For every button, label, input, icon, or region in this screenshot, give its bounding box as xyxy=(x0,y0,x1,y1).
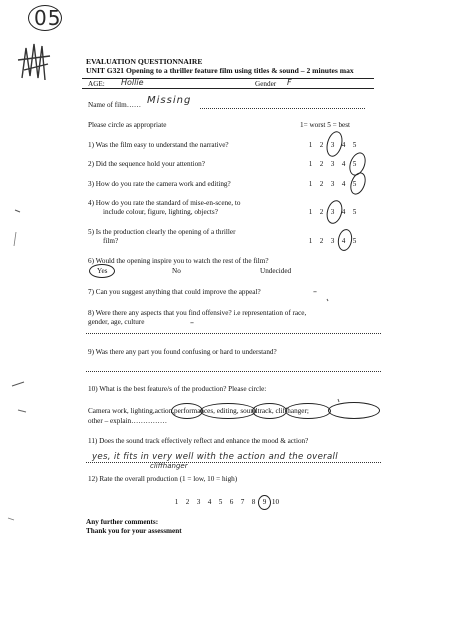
question-12: 12) Rate the overall production (1 = low, 10 = high) xyxy=(88,475,238,483)
thanks-line: Thank you for your assessment xyxy=(86,527,182,535)
question-7: 7) Can you suggest anything that could improve the appeal? xyxy=(88,288,261,296)
answer-circle xyxy=(252,403,287,419)
rating-option[interactable]: 6 xyxy=(229,498,234,506)
scale-option[interactable]: 4 xyxy=(341,180,346,188)
q9-dotted-line xyxy=(86,371,381,372)
scale-option[interactable]: 5 xyxy=(352,237,357,245)
scale-option[interactable]: 2 xyxy=(319,180,324,188)
film-label: Name of film…… xyxy=(88,101,142,109)
gender-label: Gender xyxy=(255,80,277,88)
scale-option[interactable]: 3 xyxy=(330,237,335,245)
rating-option[interactable]: 5 xyxy=(218,498,223,506)
q11-answer-line1[interactable]: yes, it fits in very well with the action and the overall xyxy=(92,452,338,462)
q8-answer[interactable]: – xyxy=(190,318,194,327)
instruction: Please circle as appropriate xyxy=(88,121,167,129)
answer-circle xyxy=(328,402,380,419)
q6-option-no[interactable]: No xyxy=(172,267,181,275)
q6-option-undecided[interactable]: Undecided xyxy=(260,267,292,275)
answer-circle xyxy=(171,403,203,419)
scale-option[interactable]: 2 xyxy=(319,237,324,245)
scale-option[interactable]: 4 xyxy=(341,141,346,149)
rating-option[interactable]: 7 xyxy=(240,498,245,506)
question-4: 4) How do you rate the standard of mise-en-scene, to xyxy=(88,199,241,207)
age-label: AGE: xyxy=(88,80,105,88)
option-performances[interactable]: performances, xyxy=(174,407,215,415)
question-1: 1) Was the film easy to understand the narrative? xyxy=(88,141,229,149)
option-camera-work[interactable]: Camera work, xyxy=(88,407,129,415)
question-8: 8) Were there any aspects that you find offensive? i.e representation of race, xyxy=(88,309,307,317)
rating-option[interactable]: 9 xyxy=(262,498,267,506)
rating-option[interactable]: 2 xyxy=(185,498,190,506)
handwritten-number: 05 xyxy=(34,6,62,30)
option-soundtrack[interactable]: soundtrack, xyxy=(240,407,274,415)
scale-key: 1= worst 5 = best xyxy=(300,121,351,129)
question-6: 6) Would the opening inspire you to watch the rest of the film? xyxy=(88,257,269,265)
rating-option[interactable]: 4 xyxy=(207,498,212,506)
gender-value[interactable]: F xyxy=(287,78,292,87)
scale-option[interactable]: 5 xyxy=(352,160,357,168)
option-action[interactable]: action, xyxy=(154,407,175,415)
option-editing[interactable]: editing, xyxy=(216,407,239,415)
rating-option[interactable]: 1 xyxy=(174,498,179,506)
form-title: EVALUATION QUESTIONNAIRE xyxy=(86,57,203,66)
scale-option[interactable]: 4 xyxy=(341,160,346,168)
answer-circle xyxy=(285,403,331,419)
q8-dotted-line xyxy=(86,333,381,334)
q6-option-yes[interactable]: Yes xyxy=(97,267,108,275)
age-value[interactable]: Hollie xyxy=(121,78,144,87)
scale-option[interactable]: 1 xyxy=(308,208,313,216)
q10-other: other – explain…………… xyxy=(88,417,168,425)
question-3: 3) How do you rate the camera work and editing? xyxy=(88,180,231,188)
q11-dotted-line xyxy=(86,462,381,463)
scale-option[interactable]: 3 xyxy=(330,141,335,149)
option-cliffhanger[interactable]: cliffhanger; xyxy=(275,407,309,415)
unit-line: UNIT G321 Opening to a thriller feature film using titles & sound – 2 minutes max xyxy=(86,66,354,75)
rating-option[interactable]: 3 xyxy=(196,498,201,506)
option-lighting[interactable]: lighting, xyxy=(130,407,155,415)
scale-option[interactable]: 3 xyxy=(330,180,335,188)
scale-option[interactable]: 1 xyxy=(308,160,313,168)
question-10: 10) What is the best feature/s of the production? Please circle: xyxy=(88,385,267,393)
film-dotted-line xyxy=(200,108,365,109)
scale-option[interactable]: 1 xyxy=(308,180,313,188)
q7-answer[interactable]: – xyxy=(313,287,317,296)
scale-option[interactable]: 1 xyxy=(308,141,313,149)
answer-circle xyxy=(258,495,271,510)
rating-option[interactable]: 10 xyxy=(271,498,280,506)
question-8-cont: gender, age, culture xyxy=(88,318,145,326)
scale-option[interactable]: 2 xyxy=(319,208,324,216)
scale-option[interactable]: 4 xyxy=(341,237,346,245)
question-9: 9) Was there any part you found confusing or hard to understand? xyxy=(88,348,277,356)
scale-option[interactable]: 5 xyxy=(352,208,357,216)
film-value[interactable]: Missing xyxy=(147,95,192,106)
question-2: 2) Did the sequence hold your attention? xyxy=(88,160,205,168)
question-5: 5) Is the production clearly the opening of a thriller xyxy=(88,228,236,236)
scale-option[interactable]: 4 xyxy=(341,208,346,216)
question-11: 11) Does the sound track effectively reflect and enhance the mood & action? xyxy=(88,437,309,445)
scale-option[interactable]: 2 xyxy=(319,160,324,168)
rating-option[interactable]: 8 xyxy=(251,498,256,506)
answer-circle xyxy=(89,264,115,278)
scale-option[interactable]: 5 xyxy=(352,141,357,149)
q11-answer-line2[interactable]: cliffhanger xyxy=(150,462,188,470)
scale-option[interactable]: 3 xyxy=(330,160,335,168)
question-4-cont: include colour, figure, lighting, objects? xyxy=(103,208,218,216)
question-5-cont: film? xyxy=(103,237,119,245)
answer-circle xyxy=(200,403,256,419)
scale-option[interactable]: 5 xyxy=(352,180,357,188)
scale-option[interactable]: 2 xyxy=(319,141,324,149)
scale-option[interactable]: 3 xyxy=(330,208,335,216)
scale-option[interactable]: 1 xyxy=(308,237,313,245)
comments-label: Any further comments: xyxy=(86,518,159,526)
header-rule-2 xyxy=(82,88,374,89)
